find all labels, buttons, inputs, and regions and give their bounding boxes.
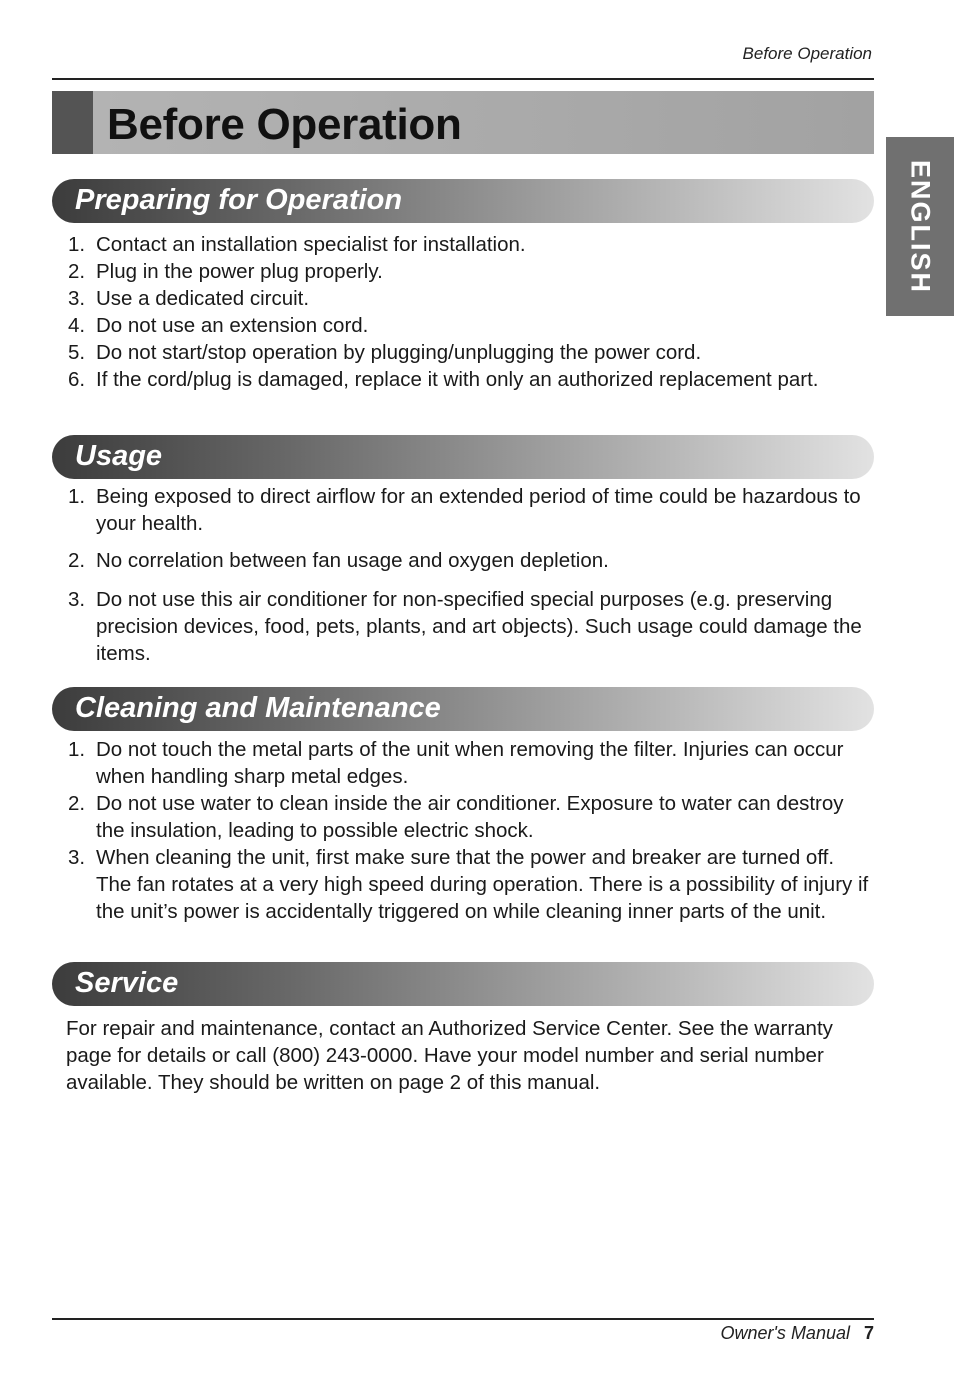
list-text: When cleaning the unit, first make sure that the power and breaker are turned off. The fan rotates at a very high speed during operation. There is a possibility of injury if the unit’s power is accidentally triggered on while cleaning inner parts of the unit. — [96, 846, 869, 923]
list-text: If the cord/plug is damaged, replace it with only an authorized replacement part. — [96, 368, 819, 391]
language-tab-label: ENGLISH — [905, 159, 936, 294]
list-item — [68, 844, 874, 925]
title-accent-block — [52, 91, 93, 154]
list-text: Do not use water to clean inside the air conditioner. Exposure to water can destroy the insulation, leading to possible electric shock. — [96, 792, 844, 842]
list-text: Do not touch the metal parts of the unit when removing the filter. Injuries can occur when handling sharp metal edges. — [96, 738, 844, 788]
section-header-service — [52, 962, 874, 1006]
list-number: 2. — [68, 549, 86, 572]
section-header-usage — [52, 435, 874, 479]
section-title: Cleaning and Maintenance — [75, 692, 441, 724]
list-item — [68, 586, 874, 667]
list-item — [68, 312, 874, 339]
list-item — [68, 547, 874, 574]
footer — [720, 1323, 874, 1344]
list-number: 4. — [68, 314, 86, 337]
service-paragraph: For repair and maintenance, contact an Authorized Service Center. See the warranty page for details or call (800) 243-0000. Have your model number and serial number available. They should be written on page 2 of this manual. — [66, 1017, 833, 1094]
section-title: Usage — [75, 440, 163, 472]
section-title: Preparing for Operation — [75, 184, 403, 216]
list-text: Contact an installation specialist for installation. — [96, 233, 526, 256]
list-item — [68, 231, 874, 258]
list-number: 5. — [68, 341, 86, 364]
cleaning-list — [68, 736, 874, 925]
list-item — [68, 483, 874, 537]
list-text: Do not use this air conditioner for non-specified special purposes (e.g. preserving precision devices, food, pets, plants, and art objects). Such usage could damage the items. — [96, 588, 862, 665]
list-item — [68, 285, 874, 312]
list-number: 3. — [68, 287, 86, 310]
usage-list — [68, 483, 874, 667]
list-number: 2. — [68, 260, 86, 283]
list-text: Do not use an extension cord. — [96, 314, 369, 337]
running-head: Before Operation — [742, 44, 872, 63]
list-item — [68, 258, 874, 285]
footer-label: Owner's Manual — [720, 1323, 850, 1343]
list-number: 3. — [68, 846, 86, 869]
list-number: 1. — [68, 485, 86, 508]
list-item — [68, 366, 874, 393]
page-title: Before Operation — [107, 100, 462, 149]
list-text: Plug in the power plug properly. — [96, 260, 383, 283]
list-number: 1. — [68, 738, 86, 761]
list-text: No correlation between fan usage and oxygen depletion. — [96, 549, 609, 572]
section-header-cleaning — [52, 687, 874, 731]
list-text: Use a dedicated circuit. — [96, 287, 310, 310]
list-item — [68, 736, 874, 790]
section-title: Service — [75, 967, 179, 999]
list-text: Do not start/stop operation by plugging/unplugging the power cord. — [96, 341, 702, 364]
section-header-preparing — [52, 179, 874, 223]
list-item — [68, 790, 874, 844]
list-number: 3. — [68, 588, 86, 611]
list-number: 1. — [68, 233, 86, 256]
bottom-rule — [52, 1318, 874, 1320]
title-bar — [52, 91, 874, 154]
list-item — [68, 339, 874, 366]
preparing-list — [68, 231, 874, 393]
list-number: 2. — [68, 792, 86, 815]
page-number: 7 — [863, 1323, 874, 1343]
language-tab — [886, 137, 954, 316]
list-number: 6. — [68, 368, 86, 391]
top-rule — [52, 78, 874, 80]
list-text: Being exposed to direct airflow for an extended period of time could be hazardous to your health. — [96, 485, 861, 535]
